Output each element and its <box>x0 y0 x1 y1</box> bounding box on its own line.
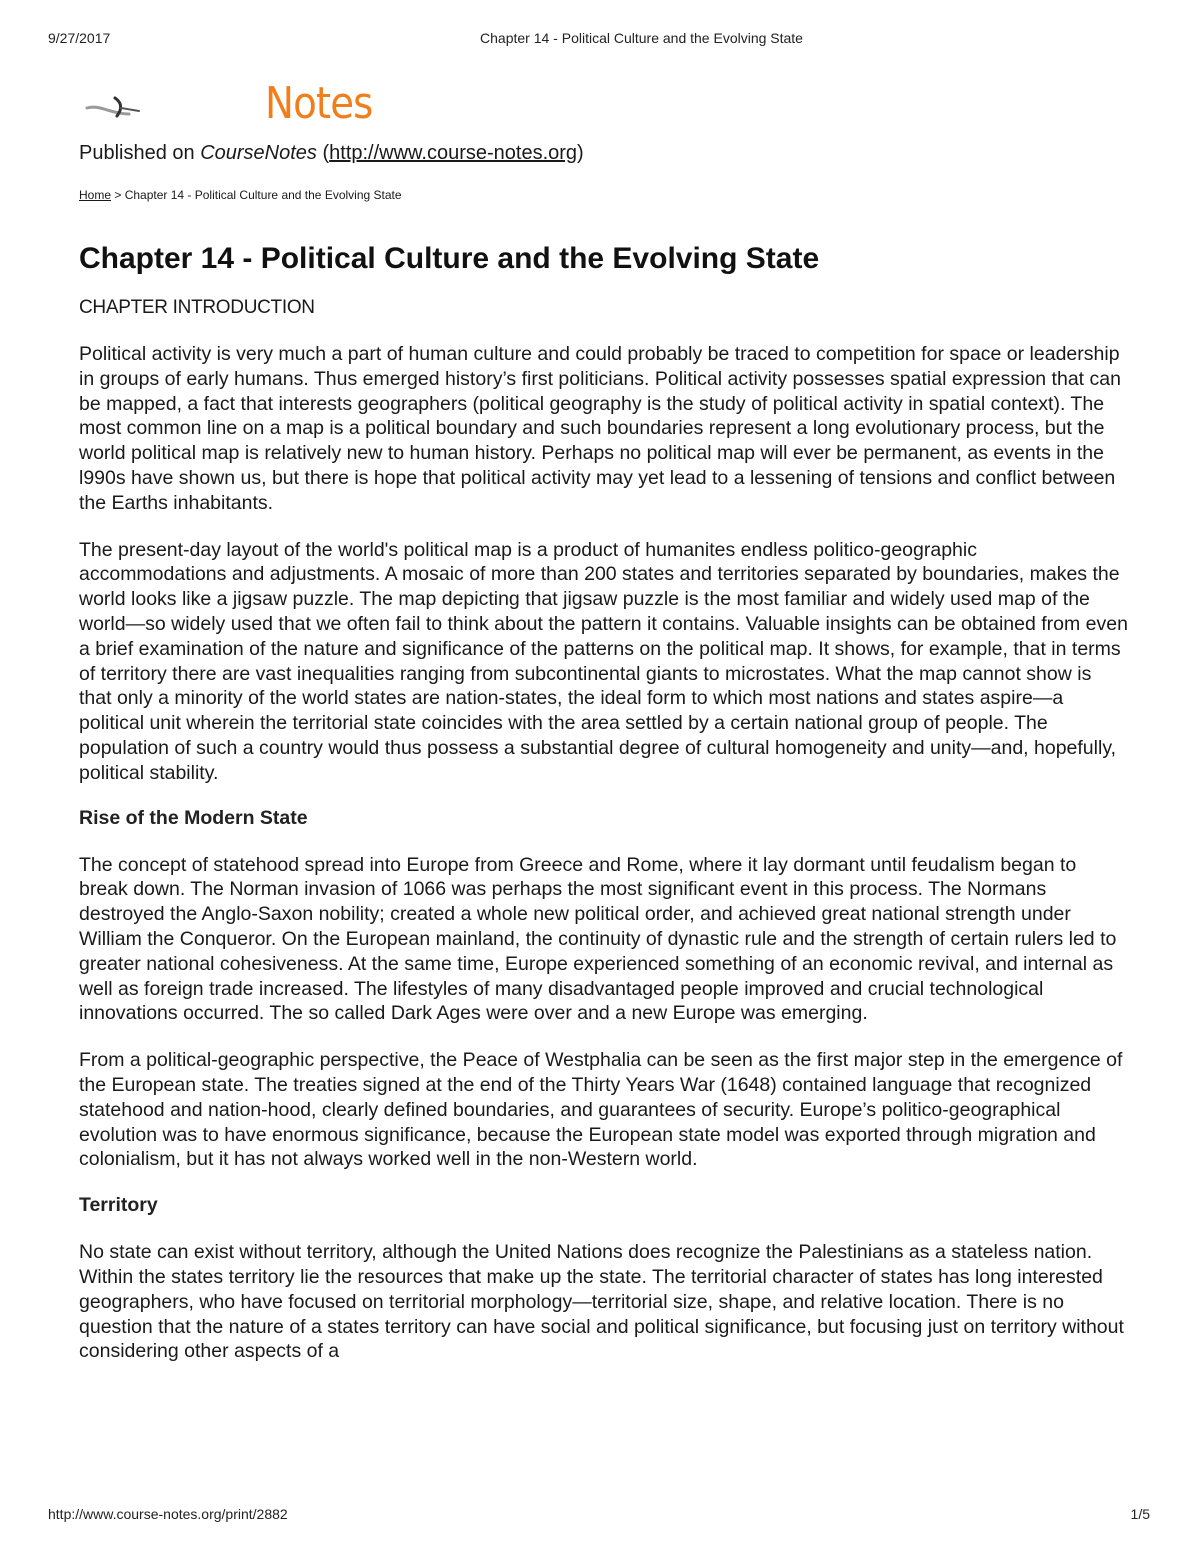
page-title: Chapter 14 - Political Culture and the Evolving State <box>79 242 820 275</box>
published-source: CourseNotes <box>200 142 317 164</box>
swoosh-logo-icon <box>85 94 145 124</box>
paragraph-westphalia: From a political-geographic perspective, the Peace of Westphalia can be seen as the first major step in the emergence of the European state. The treaties signed at the end of the Thirty Years War (1648) contained language that recognized statehood and nation-hood, clearly defined boundaries, and guarantees of security. Europe’s politico-geographical evolution was to have enormous significance, because the European state model was exported through migration and colonialism, but it has not always worked well in the non-Western world. <box>79 1049 1123 1171</box>
page-content <box>79 78 1129 1364</box>
intro-heading: CHAPTER INTRODUCTION <box>79 297 315 318</box>
print-page-number: 1/5 <box>1130 1506 1150 1522</box>
breadcrumb-current: Chapter 14 - Political Culture and the Evolving State <box>124 188 402 202</box>
site-logo[interactable] <box>79 78 1129 136</box>
published-url-link[interactable]: http://www.course-notes.org <box>329 142 578 164</box>
paragraph-political-map: The present-day layout of the world's political map is a product of humanites endless politico-geographic accommodations and adjustments. A mosaic of more than 200 states and territories separated by boundaries, makes the world looks like a jigsaw puzzle. The map depicting that jigsaw puzzle is the most familiar and widely used map of the world—so widely used that we often fail to think about the pattern it contains. Valuable insights can be obtained from even a brief examination of the nature and significance of the patterns on the political map. It shows, for example, that in terms of territory there are vast inequalities ranging from subcontinental giants to microstates. What the map cannot show is that only a minority of the world states are nation-states, the ideal form to which most nations and states aspire—a political unit wherein the territorial state coincides with the area settled by a certain national group of people. The population of such a country would thus possess a substantial degree of cultural homogeneity and unity—and, hopefully, political stability. <box>79 538 1128 784</box>
published-open-paren: ( <box>316 142 330 164</box>
published-close-paren: ) <box>577 142 584 164</box>
print-header <box>0 30 1200 50</box>
print-footer-url: http://www.course-notes.org/print/2882 <box>48 1506 288 1522</box>
breadcrumb <box>79 187 1129 203</box>
published-line <box>79 139 1129 167</box>
paragraph-territory: No state can exist without territory, although the United Nations does recognize the Palestinians as a stateless nation. Within the states territory lie the resources that make up the state. The territorial character of states has long interested geographers, who have focused on territorial morphology—territorial size, shape, and relative location. There is no question that the nature of a states territory can have social and political significance, but focusing just on territory without considering other aspects of a <box>79 1241 1124 1363</box>
breadcrumb-separator: > <box>111 188 125 202</box>
print-date: 9/27/2017 <box>48 30 111 46</box>
paragraph-statehood: The concept of statehood spread into Europe from Greece and Rome, where it lay dormant until feudalism began to break down. The Norman invasion of 1066 was perhaps the most significant event in this process. The Normans destroyed the Anglo-Saxon nobility; created a whole new political order, and achieved great national strength under William the Conqueror. On the European mainland, the continuity of dynastic rule and the strength of certain rulers led to greater national cohesiveness. At the same time, Europe experienced something of an economic revival, and internal as well as foreign trade increased. The lifestyles of many disadvantaged people improved and crucial technological innovations occurred. The so called Dark Ages were over and a new Europe was emerging. <box>79 853 1117 1025</box>
section-heading-territory: Territory <box>79 1194 158 1217</box>
breadcrumb-home-link[interactable]: Home <box>79 188 112 202</box>
print-document-title: Chapter 14 - Political Culture and the Evolving State <box>480 30 803 46</box>
print-footer <box>0 1506 1200 1526</box>
logo-text: Notes <box>265 78 373 129</box>
paragraph-intro: Political activity is very much a part of human culture and could probably be traced to competition for space or leadership in groups of early humans. Thus emerged history’s first politicians. Political activity possesses spatial expression that can be mapped, a fact that interests geographers (political geography is the study of political activity in spatial context). The most common line on a map is a political boundary and such boundaries represent a long evolutionary process, but the world political map is relatively new to human history. Perhaps no political map will ever be permanent, as events in the l990s have shown us, but there is hope that political activity may yet lead to a lessening of tensions and conflict between the Earths inhabitants. <box>79 343 1121 514</box>
published-prefix: Published on <box>79 142 201 164</box>
section-heading-rise-of-modern-state: Rise of the Modern State <box>79 806 308 829</box>
